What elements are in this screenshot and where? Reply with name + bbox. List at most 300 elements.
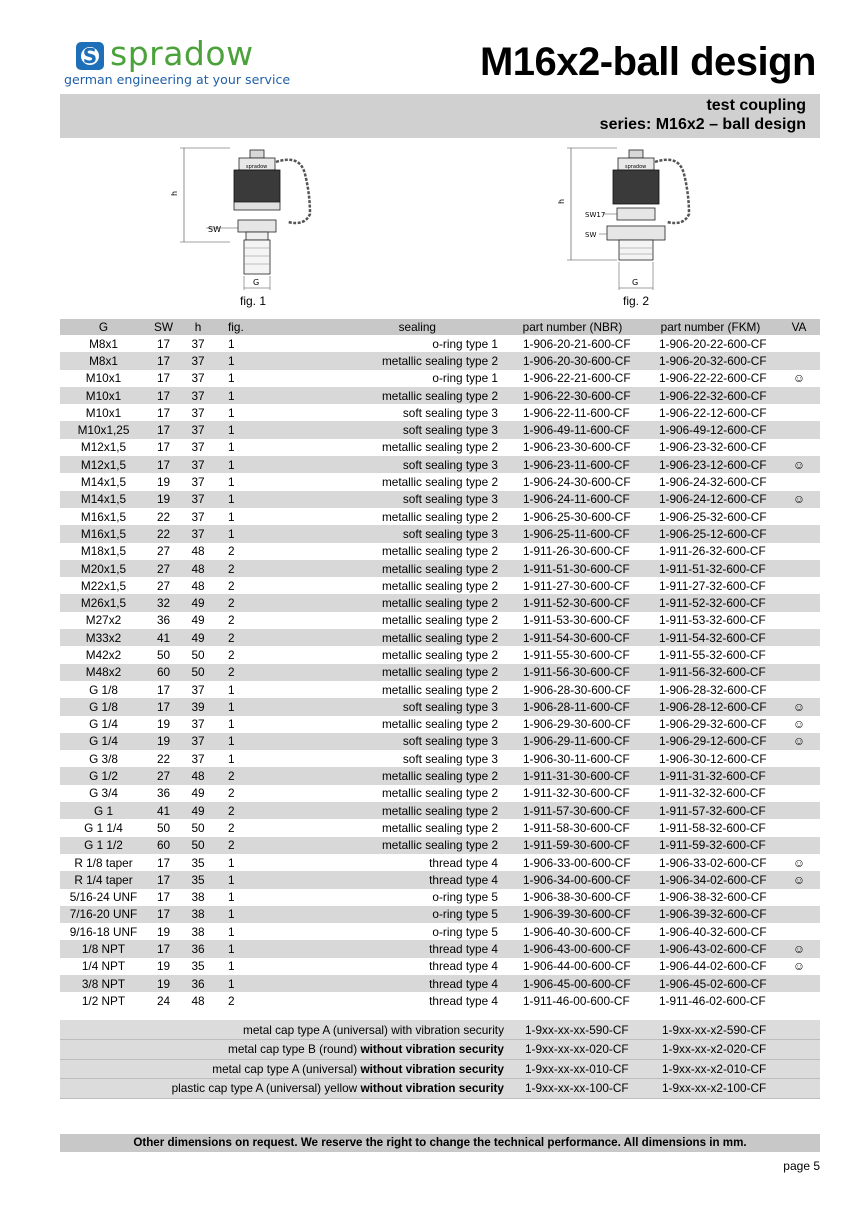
cell-part-nbr: 1-911-51-30-600-CF	[502, 560, 643, 577]
cell-part-fkm: 1-911-46-02-600-CF	[659, 993, 766, 1008]
cell-part-nbr: 1-911-32-30-600-CF	[523, 786, 630, 801]
cell-va: ☺	[778, 491, 820, 508]
cell-va	[778, 473, 820, 490]
cell-h: 37	[191, 371, 205, 386]
cell-part-fkm: 1-911-54-32-600-CF	[643, 629, 778, 646]
cell-sw: 41	[147, 629, 180, 646]
table-row	[60, 733, 820, 750]
cell-va: ☺	[778, 871, 820, 888]
cell-va	[778, 646, 820, 663]
cell-g: M20x1,5	[60, 560, 147, 577]
cell-sw: 27	[156, 578, 171, 593]
cell-fig: 1	[228, 440, 235, 455]
table-row	[60, 698, 820, 715]
cell-g: M10x1,25	[60, 421, 147, 438]
cell-g: M10x1	[60, 387, 147, 404]
cell-sw: 19	[156, 924, 171, 939]
cap-description: metal cap type A (universal) with vibration security	[60, 1020, 521, 1040]
cell-part-fkm: 1-906-23-32-600-CF	[659, 440, 767, 455]
test-coupling-fig2-drawing	[545, 144, 745, 294]
cell-sealing: soft sealing type 3	[251, 421, 502, 438]
cell-part-nbr: 1-906-24-11-600-CF	[502, 491, 643, 508]
cell-g: 7/16-20 UNF	[60, 906, 147, 923]
cell-h: 37	[180, 525, 216, 542]
cell-g: M14x1,5	[60, 491, 147, 508]
cell-sw: 22	[156, 509, 171, 524]
table-row	[60, 681, 820, 698]
cell-g: M12x1,5	[60, 456, 147, 473]
cell-sw: 19	[147, 491, 180, 508]
cell-part-fkm: 1-906-24-32-600-CF	[659, 475, 767, 490]
cell-va: ☺	[792, 717, 806, 732]
cell-h: 37	[191, 682, 205, 697]
cell-part-nbr: 1-906-28-11-600-CF	[502, 698, 643, 715]
cell-fig: 2	[216, 560, 251, 577]
cell-va: ☺	[778, 698, 820, 715]
cell-h: 38	[180, 906, 216, 923]
cell-part-nbr: 1-906-30-11-600-CF	[523, 751, 630, 766]
cell-h: 48	[180, 767, 216, 784]
table-row	[60, 352, 820, 369]
col-header-g: G	[60, 319, 147, 335]
cell-g: R 1/4 taper	[60, 871, 147, 888]
cell-g: M10x1	[85, 371, 122, 386]
cell-fig: 1	[216, 421, 251, 438]
cell-h: 37	[180, 733, 216, 750]
cell-sealing: metallic sealing type 2	[251, 629, 502, 646]
cell-h: 49	[191, 786, 205, 801]
cell-g: M8x1	[89, 336, 118, 351]
cell-g: R 1/8 taper	[74, 855, 133, 870]
cell-part-fkm: 1-906-45-02-600-CF	[643, 975, 778, 992]
cell-h: 37	[191, 475, 205, 490]
cell-part-nbr: 1-911-52-30-600-CF	[502, 594, 643, 611]
cap-description: metal cap type A (universal) without vibration security	[60, 1059, 521, 1079]
cell-g: G 3/8	[89, 751, 118, 766]
table-row	[60, 940, 820, 957]
cell-sealing: o-ring type 5	[251, 906, 502, 923]
spec-table-body	[60, 335, 820, 1010]
cell-h: 37	[180, 456, 216, 473]
cell-h: 37	[191, 751, 205, 766]
table-row	[60, 785, 820, 802]
cell-va: ☺	[792, 371, 806, 386]
cell-part-nbr: 1-911-53-30-600-CF	[523, 613, 630, 628]
table-row	[60, 854, 820, 871]
cell-g: M8x1	[60, 352, 147, 369]
cell-part-fkm: 1-906-22-32-600-CF	[643, 387, 778, 404]
cell-part-fkm: 1-906-23-12-600-CF	[643, 456, 778, 473]
cell-fig: 1	[228, 371, 235, 386]
caps-table	[60, 1020, 820, 1099]
cell-va	[778, 923, 820, 940]
cell-fig: 1	[216, 733, 251, 750]
cell-g: M48x2	[60, 664, 147, 681]
table-row	[60, 958, 820, 975]
fig1-caption: fig. 1	[240, 294, 267, 308]
cell-va	[778, 508, 820, 525]
brand-logo	[64, 34, 291, 90]
cell-sw: 17	[156, 440, 171, 455]
cell-g: G 1/4	[89, 717, 118, 732]
cell-g: G 3/4	[89, 786, 118, 801]
cell-sealing: metallic sealing type 2	[251, 664, 502, 681]
cell-sealing: metallic sealing type 2	[381, 509, 498, 524]
col-header-sw: SW	[147, 319, 180, 335]
col-header-va: VA	[778, 319, 820, 335]
cell-fig: 2	[216, 664, 251, 681]
table-header-row	[60, 319, 820, 335]
cell-va	[778, 906, 820, 923]
cell-fig: 2	[228, 993, 235, 1008]
cell-g: 9/16-18 UNF	[69, 924, 138, 939]
cell-part-nbr: 1-906-20-30-600-CF	[502, 352, 643, 369]
cell-va	[778, 543, 820, 560]
cap-description: plastic cap type A (universal) yellow without vibration security	[60, 1079, 521, 1099]
cell-va	[778, 335, 820, 352]
cell-va	[778, 404, 820, 421]
fig1-brand-mark: spradow	[246, 164, 268, 170]
cell-fig: 2	[216, 629, 251, 646]
cell-sw: 36	[156, 786, 171, 801]
cap-row	[60, 1020, 820, 1040]
table-row	[60, 560, 820, 577]
cell-sw: 50	[156, 647, 171, 662]
cell-part-nbr: 1-911-26-30-600-CF	[523, 544, 630, 559]
cell-sealing: soft sealing type 3	[402, 405, 498, 420]
cell-sealing: o-ring type 1	[432, 336, 498, 351]
cell-fig: 1	[228, 682, 235, 697]
cell-h: 37	[191, 440, 205, 455]
cell-sealing: o-ring type 5	[432, 890, 498, 905]
cell-h: 48	[191, 544, 205, 559]
cell-part-fkm: 1-906-49-12-600-CF	[643, 421, 778, 438]
cell-va: ☺	[792, 855, 806, 870]
cell-sealing: thread type 4	[251, 975, 502, 992]
cell-fig: 2	[228, 613, 235, 628]
cell-sealing: o-ring type 1	[432, 371, 498, 386]
cell-g: G 1/2	[60, 767, 147, 784]
brand-name: spradow	[110, 34, 254, 73]
fig1-h-label: h	[170, 190, 179, 196]
cell-va	[778, 577, 820, 594]
cell-fig: 1	[228, 751, 235, 766]
cell-part-fkm: 1-906-29-32-600-CF	[659, 717, 767, 732]
page-title: M16x2-ball design	[479, 40, 816, 84]
cell-fig: 1	[216, 698, 251, 715]
cell-part-nbr: 1-906-44-00-600-CF	[523, 959, 631, 974]
cell-sealing: o-ring type 5	[432, 924, 498, 939]
cell-h: 37	[191, 405, 205, 420]
cell-h: 37	[191, 509, 205, 524]
cell-part-fkm: 1-911-57-32-600-CF	[643, 802, 778, 819]
cell-h: 38	[191, 924, 205, 939]
cell-part-fkm: 1-906-39-32-600-CF	[643, 906, 778, 923]
cell-sealing: metallic sealing type 2	[381, 647, 498, 662]
cell-va	[778, 767, 820, 784]
cap-row	[60, 1079, 820, 1099]
cell-part-fkm: 1-911-55-32-600-CF	[659, 647, 766, 662]
table-row	[60, 819, 820, 836]
cell-h: 49	[191, 613, 205, 628]
cell-sealing: metallic sealing type 2	[251, 387, 502, 404]
cell-va	[778, 837, 820, 854]
table-row	[60, 646, 820, 663]
cell-part-nbr: 1-911-54-30-600-CF	[502, 629, 643, 646]
cell-g: M16x1,5	[80, 509, 127, 524]
table-row	[60, 664, 820, 681]
cell-part-fkm: 1-906-33-02-600-CF	[659, 855, 767, 870]
cell-fig: 1	[216, 975, 251, 992]
cell-fig: 2	[216, 837, 251, 854]
cell-sealing: metallic sealing type 2	[251, 767, 502, 784]
cell-part-nbr: 1-906-45-00-600-CF	[502, 975, 643, 992]
cap-part-nbr: 1-9xx-xx-xx-590-CF	[521, 1020, 662, 1040]
cell-fig: 1	[228, 924, 235, 939]
cell-fig: 1	[216, 940, 251, 957]
fig1-sw-label: SW	[208, 225, 221, 234]
cell-part-nbr: 1-906-22-30-600-CF	[502, 387, 643, 404]
cell-part-fkm: 1-911-32-32-600-CF	[659, 786, 766, 801]
cell-fig: 1	[216, 491, 251, 508]
cell-fig: 2	[228, 820, 235, 835]
cell-va	[778, 681, 820, 698]
table-row	[60, 404, 820, 421]
col-header-nbr: part number (NBR)	[502, 319, 643, 335]
cell-part-fkm: 1-911-58-32-600-CF	[659, 820, 766, 835]
cell-h: 50	[191, 820, 205, 835]
cell-part-nbr: 1-906-22-21-600-CF	[523, 371, 631, 386]
cell-sealing: metallic sealing type 2	[381, 475, 498, 490]
cell-part-nbr: 1-906-43-00-600-CF	[502, 940, 643, 957]
cell-sealing: soft sealing type 3	[251, 698, 502, 715]
cell-sw: 19	[147, 975, 180, 992]
cell-sw: 17	[156, 682, 171, 697]
brand-tagline: german engineering at your service	[64, 72, 291, 87]
cell-fig: 1	[228, 890, 235, 905]
cap-part-nbr: 1-9xx-xx-xx-010-CF	[521, 1059, 662, 1079]
cell-fig: 1	[216, 387, 251, 404]
cell-part-nbr: 1-911-58-30-600-CF	[523, 820, 630, 835]
cell-part-nbr: 1-911-59-30-600-CF	[502, 837, 643, 854]
cell-part-nbr: 1-906-49-11-600-CF	[502, 421, 643, 438]
cell-sealing: metallic sealing type 2	[381, 682, 498, 697]
cell-sw: 27	[147, 560, 180, 577]
cell-fig: 2	[216, 802, 251, 819]
cell-part-fkm: 1-906-24-12-600-CF	[643, 491, 778, 508]
cell-sealing: metallic sealing type 2	[381, 440, 498, 455]
cell-g: G 1/4	[60, 733, 147, 750]
footer-note: Other dimensions on request. We reserve the right to change the technical performance. All dimensions in mm.	[60, 1134, 820, 1152]
cell-h: 49	[180, 802, 216, 819]
cell-va	[778, 560, 820, 577]
cell-sw: 17	[147, 871, 180, 888]
table-row	[60, 335, 820, 352]
cell-sealing: thread type 4	[251, 871, 502, 888]
subtitle-series: series: M16x2 – ball design	[599, 116, 806, 133]
table-row	[60, 491, 820, 508]
cell-sealing: metallic sealing type 2	[381, 613, 498, 628]
cell-fig: 2	[228, 647, 235, 662]
cell-part-fkm: 1-911-51-32-600-CF	[643, 560, 778, 577]
cell-sw: 17	[147, 906, 180, 923]
cell-part-nbr: 1-906-23-11-600-CF	[502, 456, 643, 473]
cell-h: 48	[191, 993, 205, 1008]
cell-g: 1/8 NPT	[60, 940, 147, 957]
cell-fig: 2	[228, 786, 235, 801]
cell-va: ☺	[778, 940, 820, 957]
fig1-g-label: G	[253, 278, 260, 287]
cell-h: 36	[180, 975, 216, 992]
cell-g: M22x1,5	[80, 578, 127, 593]
cell-g: M18x1,5	[80, 544, 127, 559]
cell-sealing: metallic sealing type 2	[381, 578, 498, 593]
subtitle-product: test coupling	[706, 97, 806, 114]
cell-h: 37	[180, 421, 216, 438]
cell-part-fkm: 1-906-25-32-600-CF	[659, 509, 767, 524]
cell-sw: 41	[147, 802, 180, 819]
cell-sw: 17	[156, 336, 171, 351]
cell-sw: 27	[156, 544, 171, 559]
cell-sw: 17	[156, 855, 171, 870]
cell-h: 35	[180, 871, 216, 888]
page-number: page 5	[783, 1159, 820, 1173]
cell-sw: 19	[156, 717, 171, 732]
cell-part-fkm: 1-911-59-32-600-CF	[643, 837, 778, 854]
cell-g: M33x2	[60, 629, 147, 646]
cell-part-fkm: 1-906-20-22-600-CF	[659, 336, 767, 351]
cell-sealing: metallic sealing type 2	[381, 820, 498, 835]
figure-2	[545, 144, 745, 312]
cell-part-nbr: 1-906-25-30-600-CF	[523, 509, 631, 524]
table-row	[60, 508, 820, 525]
cell-h: 49	[180, 629, 216, 646]
cell-sw: 19	[156, 959, 171, 974]
cell-sw: 17	[147, 698, 180, 715]
cell-sw: 17	[147, 456, 180, 473]
cell-va	[778, 889, 820, 906]
cell-part-fkm: 1-906-38-32-600-CF	[659, 890, 767, 905]
cell-part-fkm: 1-906-40-32-600-CF	[659, 924, 767, 939]
table-row	[60, 837, 820, 854]
cell-part-nbr: 1-906-39-30-600-CF	[502, 906, 643, 923]
table-row	[60, 577, 820, 594]
cell-part-nbr: 1-906-34-00-600-CF	[502, 871, 643, 888]
cell-va: ☺	[778, 733, 820, 750]
cell-sealing: soft sealing type 3	[251, 456, 502, 473]
cell-h: 48	[191, 578, 205, 593]
cell-va	[778, 594, 820, 611]
cell-sealing: metallic sealing type 2	[251, 560, 502, 577]
cell-h: 48	[180, 560, 216, 577]
cell-h: 50	[180, 664, 216, 681]
test-coupling-fig1-drawing	[160, 144, 360, 294]
cell-h: 37	[191, 717, 205, 732]
cell-part-nbr: 1-911-27-30-600-CF	[523, 578, 630, 593]
cell-g: 1/2 NPT	[81, 993, 126, 1008]
cap-part-nbr: 1-9xx-xx-xx-020-CF	[521, 1040, 662, 1060]
table-row	[60, 750, 820, 767]
cell-part-nbr: 1-906-29-30-600-CF	[523, 717, 631, 732]
cell-h: 36	[180, 940, 216, 957]
cell-fig: 2	[228, 578, 235, 593]
cell-fig: 2	[228, 544, 235, 559]
cell-fig: 1	[216, 525, 251, 542]
cell-sealing: soft sealing type 3	[251, 525, 502, 542]
col-header-sealing: sealing	[251, 319, 502, 335]
cell-part-fkm: 1-911-27-32-600-CF	[659, 578, 766, 593]
cap-part-fkm: 1-9xx-xx-x2-010-CF	[662, 1059, 820, 1079]
cell-fig: 1	[228, 475, 235, 490]
cell-part-fkm: 1-906-22-22-600-CF	[659, 371, 767, 386]
cell-g: M16x1,5	[60, 525, 147, 542]
cell-fig: 2	[216, 594, 251, 611]
cell-va	[778, 785, 820, 802]
cell-part-fkm: 1-911-31-32-600-CF	[643, 767, 778, 784]
table-row	[60, 612, 820, 629]
cell-part-nbr: 1-911-57-30-600-CF	[502, 802, 643, 819]
cell-sealing: metallic sealing type 2	[381, 786, 498, 801]
cell-g: G 1	[60, 802, 147, 819]
cell-fig: 1	[216, 456, 251, 473]
cell-part-fkm: 1-911-56-32-600-CF	[643, 664, 778, 681]
cell-va	[778, 750, 820, 767]
cell-va: ☺	[792, 959, 806, 974]
cell-fig: 1	[216, 906, 251, 923]
cell-part-fkm: 1-906-20-32-600-CF	[643, 352, 778, 369]
cell-part-fkm: 1-906-44-02-600-CF	[659, 959, 767, 974]
cap-row	[60, 1059, 820, 1079]
cell-part-nbr: 1-906-28-30-600-CF	[523, 682, 631, 697]
cell-h: 39	[180, 698, 216, 715]
cell-h: 37	[180, 352, 216, 369]
cell-part-nbr: 1-911-55-30-600-CF	[523, 647, 630, 662]
cell-va	[778, 612, 820, 629]
cell-part-fkm: 1-906-28-32-600-CF	[659, 682, 767, 697]
cell-va	[778, 525, 820, 542]
cell-sealing: soft sealing type 3	[251, 491, 502, 508]
table-row	[60, 871, 820, 888]
cell-sw: 60	[147, 664, 180, 681]
cap-part-fkm: 1-9xx-xx-x2-590-CF	[662, 1020, 820, 1040]
cell-va: ☺	[778, 456, 820, 473]
cell-sw: 17	[147, 387, 180, 404]
cell-va	[778, 975, 820, 992]
cell-va	[778, 819, 820, 836]
table-row	[60, 906, 820, 923]
cell-part-nbr: 1-906-23-30-600-CF	[523, 440, 631, 455]
col-header-fkm: part number (FKM)	[643, 319, 778, 335]
figure-1	[160, 144, 360, 312]
cell-g: 5/16-24 UNF	[69, 890, 138, 905]
fig2-g-label: G	[632, 278, 639, 287]
cell-part-fkm: 1-906-22-12-600-CF	[659, 405, 767, 420]
cell-part-nbr: 1-906-25-11-600-CF	[502, 525, 643, 542]
cell-part-nbr: 1-906-20-21-600-CF	[523, 336, 631, 351]
cell-h: 37	[180, 491, 216, 508]
cell-sw: 17	[156, 890, 171, 905]
col-header-fig: fig.	[216, 319, 251, 335]
cell-part-fkm: 1-906-25-12-600-CF	[643, 525, 778, 542]
cell-part-nbr: 1-906-24-30-600-CF	[523, 475, 631, 490]
table-row	[60, 992, 820, 1009]
cell-h: 37	[180, 387, 216, 404]
cell-part-fkm: 1-911-53-32-600-CF	[659, 613, 766, 628]
cell-g: 1/4 NPT	[81, 959, 126, 974]
cell-sw: 27	[147, 767, 180, 784]
cell-part-fkm: 1-906-28-12-600-CF	[643, 698, 778, 715]
cell-sw: 24	[156, 993, 171, 1008]
